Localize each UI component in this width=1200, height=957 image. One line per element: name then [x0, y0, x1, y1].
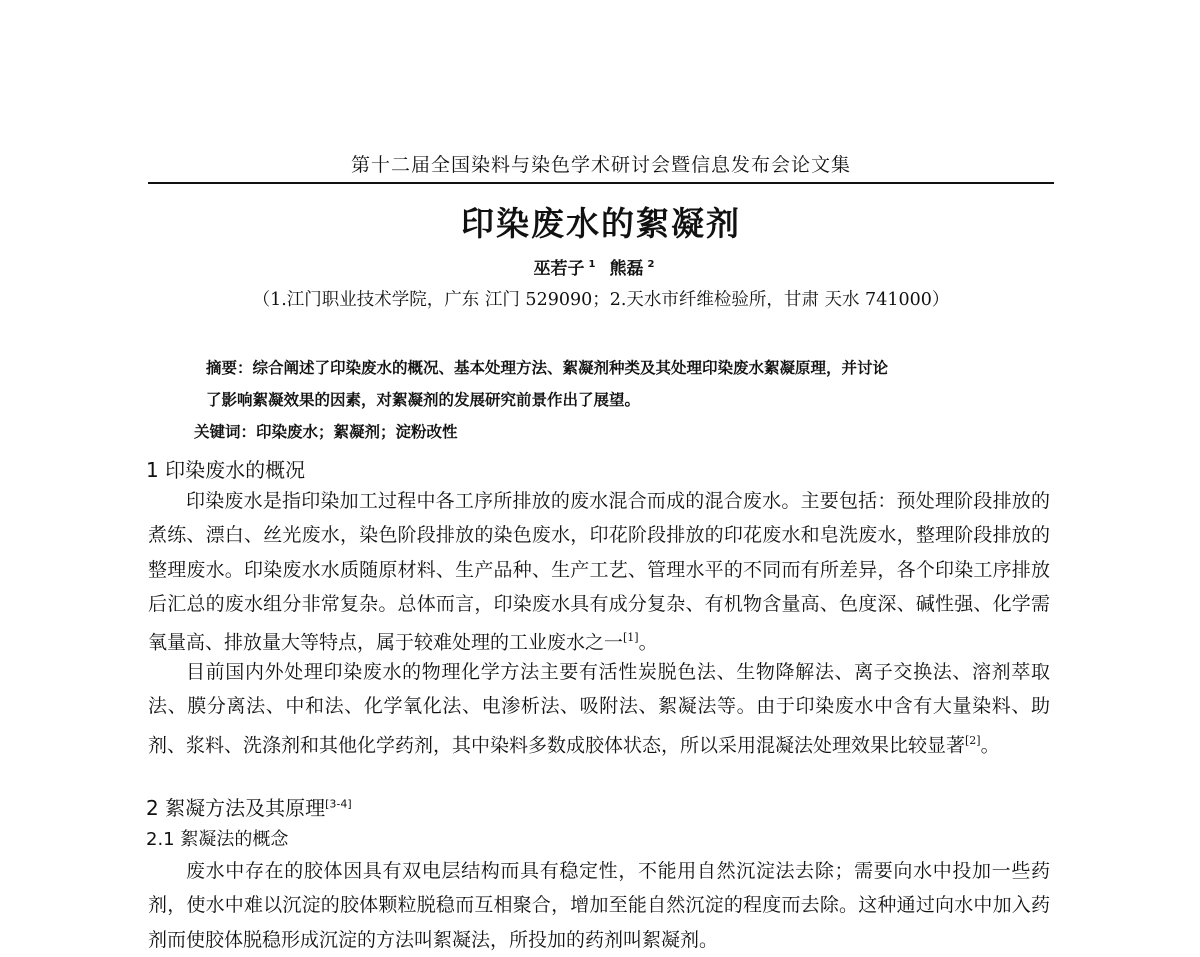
citation: [2]: [965, 733, 981, 747]
section-1-paragraph-1: [148, 484, 1050, 660]
abstract: [206, 352, 1026, 416]
author-affil-mark: 2: [647, 259, 655, 271]
affiliations: （1.江门职业技术学院，广东 江门 529090；2.天水市纤维检验所，甘肃 天水 741000）: [252, 290, 950, 310]
paragraph-end: 。: [638, 631, 658, 654]
citation: [1]: [623, 631, 639, 645]
abstract-text-line1: 综合阐述了印染废水的概况、基本处理方法、絮凝剂种类及其处理印染废水絮凝原理，并讨论: [252, 358, 889, 377]
paragraph-text: 印染废水是指印染加工过程中各工序所排放的废水混合而成的混合废水。主要包括：预处理阶段排放的煮练、漂白、丝光废水，染色阶段排放的染色废水，印花阶段排放的印花废水和皂洗废水，整理阶段排放的整理废水。印染废水水质随原材料、生产品种、生产工艺、管理水平的不同而有所差异，各个印染工序排放后汇总的废水组分非常复杂。总体而言，印染废水具有成分复杂、有机物含量高、色度深、碱性强、化学需氧量高、排放量大等特点，属于较难处理的工业废水之一: [148, 490, 1050, 654]
author-line: [148, 254, 1054, 279]
paragraph-end: 。: [980, 733, 1000, 756]
keywords-label: 关键词：: [194, 422, 257, 441]
author-name: 熊磊: [609, 259, 644, 279]
subsection-2-1-heading: 2.1 絮凝法的概念: [146, 829, 289, 850]
section-1-paragraph-2: [148, 655, 1050, 762]
section-1-heading: 1 印染废水的概况: [146, 458, 306, 482]
keywords-text: 印染废水；絮凝剂；淀粉改性: [256, 422, 458, 441]
keywords: [194, 420, 1014, 442]
paper-title: 印染废水的絮凝剂: [461, 204, 741, 243]
citation: [3-4]: [325, 797, 352, 811]
author-affil-mark: 1: [588, 259, 596, 271]
subsection-2-1-paragraph: 废水中存在的胶体因具有双电层结构而具有稳定性，不能用自然沉淀法去除；需要向水中投加一些药剂，使水中难以沉淀的胶体颗粒脱稳而互相聚合，增加至能自然沉淀的程度而去除。这种通过向水中加入药剂而使胶体脱稳形成沉淀的方法叫絮凝法，所投加的药剂叫絮凝剂。: [148, 860, 1050, 951]
abstract-label: 摘要：: [206, 358, 253, 377]
header-rule: [148, 182, 1054, 184]
heading-text: 2 絮凝方法及其原理: [146, 796, 326, 820]
abstract-text-line2: 了影响絮凝效果的因素，对絮凝剂的发展研究前景作出了展望。: [206, 390, 641, 409]
section-2-heading: [146, 792, 352, 821]
running-header: 第十二届全国染料与染色学术研讨会暨信息发布会论文集: [350, 154, 851, 176]
paragraph-text: 目前国内外处理印染废水的物理化学方法主要有活性炭脱色法、生物降解法、离子交换法、溶剂萃取法、膜分离法、中和法、化学氧化法、电渗析法、吸附法、絮凝法等。由于印染废水中含有大量染料、助剂、浆料、洗涤剂和其他化学药剂，其中染料多数成胶体状态，所以采用混凝法处理效果比较显著: [148, 661, 1050, 756]
author-name: 巫若子: [533, 259, 585, 279]
